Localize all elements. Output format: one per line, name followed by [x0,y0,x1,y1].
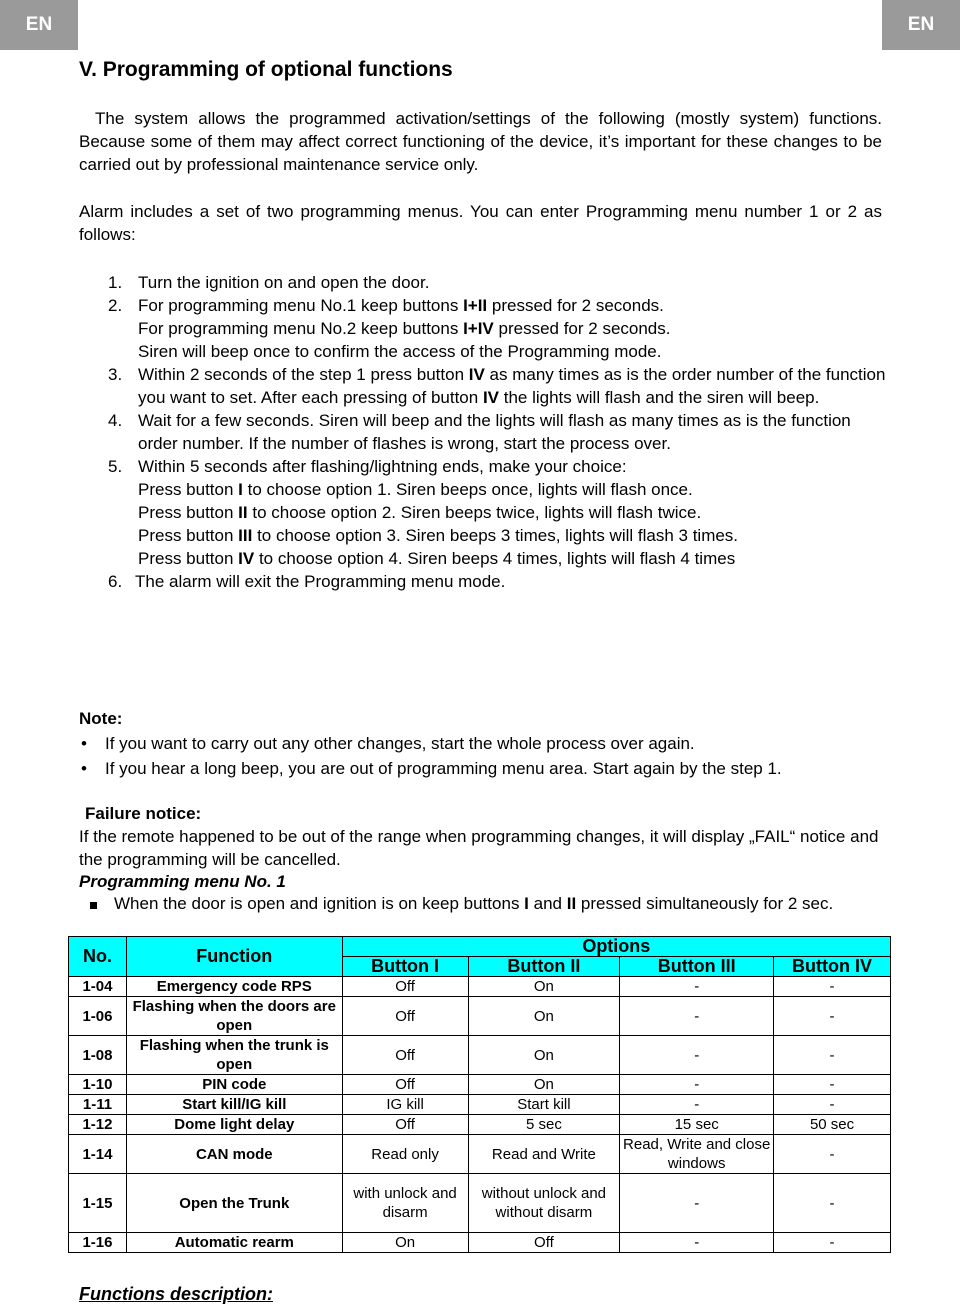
option-button-iii: - [620,977,774,997]
step-5 [108,455,888,570]
table-row [69,1095,891,1115]
step-text: Turn the ignition on and open the door. [138,273,430,292]
function-code: 1-10 [69,1075,127,1095]
step-number: 6. [108,572,123,591]
option-3-line: Press button III to choose option 3. Siren beeps 3 times, lights will flash 3 times. [138,526,739,545]
option-button-iii: - [620,1075,774,1095]
function-name: Automatic rearm [126,1233,342,1253]
option-button-ii: Off [468,1233,620,1253]
function-code: 1-12 [69,1115,127,1135]
option-2-line: Press button II to choose option 2. Siren beeps twice, lights will flash twice. [138,503,702,522]
step-5-intro: Within 5 seconds after flashing/lightning ends, make your choice: [138,457,627,476]
menu-1-heading: Programming menu No. 1 [79,872,286,891]
step-number: 4. [108,411,123,430]
note-bullet-2: • If you hear a long beep, you are out of programming menu area. Start again by the step 1. [81,759,782,778]
option-button-iii: 15 sec [620,1115,774,1135]
step-text: The alarm will exit the Programming menu mode. [135,572,506,591]
option-button-ii: On [468,1075,620,1095]
table-row [69,1233,891,1253]
option-4-line: Press button IV to choose option 4. Siren beeps 4 times, lights will flash 4 times [138,549,736,568]
function-name: Dome light delay [126,1115,342,1135]
function-code: 1-11 [69,1095,127,1115]
header-button-iii: Button III [620,957,774,977]
step-number: 2. [108,296,123,315]
option-button-i: Off [342,997,468,1036]
header-button-i: Button I [342,957,468,977]
note-bullets [79,732,889,782]
function-name: Flashing when the doors are open [126,997,342,1036]
note-bullet-1: • If you want to carry out any other changes, start the whole process over again. [81,734,695,753]
intro-paragraph: The system allows the programmed activation/settings of the following (mostly system) functions. Because some of them may affect correct functioning of the device, it’s important for these changes to be carried out by professional maintenance service only. [79,109,882,174]
option-button-iii: - [620,1233,774,1253]
function-code: 1-14 [69,1135,127,1174]
option-button-iv: 50 sec [774,1115,891,1135]
step-text: Wait for a few seconds. Siren will beep and the lights will flash as many times as is the function order number. If the number of flashes is wrong, start the process over. [138,411,851,453]
table-row [69,1135,891,1174]
option-button-iv: - [774,1036,891,1075]
header-function: Function [126,937,342,977]
step-1 [108,271,888,294]
language-badge-left: EN [0,0,78,50]
option-button-ii: without unlock and without disarm [468,1174,620,1233]
functions-description-heading: Functions description: [79,1284,274,1304]
step-number: 1. [108,273,123,292]
option-button-i: Off [342,1075,468,1095]
option-button-i: Off [342,1036,468,1075]
function-name: Emergency code RPS [126,977,342,997]
option-button-i: with unlock and disarm [342,1174,468,1233]
function-name: CAN mode [126,1135,342,1174]
option-button-iv: - [774,997,891,1036]
step-3 [108,363,888,409]
step-number: 5. [108,457,123,476]
table-row [69,1115,891,1135]
bullet-icon: • [81,734,87,753]
option-button-iii: - [620,1095,774,1115]
function-name: PIN code [126,1075,342,1095]
step-4 [108,409,888,455]
language-badge-right: EN [882,0,960,50]
header-button-iv: Button IV [774,957,891,977]
step-2-line-1: For programming menu No.1 keep buttons I+II pressed for 2 seconds. [138,296,664,315]
option-button-ii: Read and Write [468,1135,620,1174]
option-button-iv: - [774,1135,891,1174]
option-button-ii: Start kill [468,1095,620,1115]
option-button-iv: - [774,977,891,997]
option-button-i: On [342,1233,468,1253]
option-button-iii: - [620,1036,774,1075]
option-1-line: Press button I to choose option 1. Siren beeps once, lights will flash once. [138,480,693,499]
table-row [69,997,891,1036]
header-button-ii: Button II [468,957,620,977]
option-button-ii: 5 sec [468,1115,620,1135]
option-button-iii: - [620,997,774,1036]
function-name: Open the Trunk [126,1174,342,1233]
table-row [69,1174,891,1233]
option-button-ii: On [468,997,620,1036]
failure-text: If the remote happened to be out of the range when programming changes, it will display „FAIL“ notice and the programming will be cancelled. [79,827,879,869]
failure-heading: Failure notice: [85,804,202,823]
option-button-iv: - [774,1233,891,1253]
page-title: V. Programming of optional functions [79,58,453,81]
option-button-iv: - [774,1095,891,1115]
header-no: No. [69,937,127,977]
step-text: Within 2 seconds of the step 1 press button IV as many times as is the order number of the function you want to set. After each pressing of button IV the lights will flash and the siren will beep. [138,365,886,407]
table-row [69,977,891,997]
step-6 [108,570,888,593]
table-row [69,1075,891,1095]
function-code: 1-15 [69,1174,127,1233]
function-code: 1-04 [69,977,127,997]
table-row [69,1036,891,1075]
option-button-ii: On [468,977,620,997]
step-2-line-2: For programming menu No.2 keep buttons I+IV pressed for 2 seconds. [138,319,671,338]
step-2-line-3: Siren will beep once to confirm the access of the Programming mode. [138,342,662,361]
step-number: 3. [108,365,123,384]
steps-list [108,271,888,593]
function-code: 1-08 [69,1036,127,1075]
option-button-iii: - [620,1174,774,1233]
option-button-ii: On [468,1036,620,1075]
option-button-i: Off [342,977,468,997]
option-button-i: Off [342,1115,468,1135]
note-heading: Note: [79,709,123,728]
function-code: 1-16 [69,1233,127,1253]
function-name: Start kill/IG kill [126,1095,342,1115]
alarm-menus-paragraph: Alarm includes a set of two programming menus. You can enter Programming menu number 1 or 2 as follows: [79,202,882,244]
bullet-icon: • [81,759,87,778]
header-options: Options [342,937,890,957]
function-code: 1-06 [69,997,127,1036]
option-button-iii: Read, Write and close windows [620,1135,774,1174]
option-button-iv: - [774,1075,891,1095]
options-table [68,936,891,1253]
square-bullet-icon [90,902,97,909]
step-2 [108,294,888,363]
option-button-iv: - [774,1174,891,1233]
option-button-i: Read only [342,1135,468,1174]
menu-1-instruction: When the door is open and ignition is on keep buttons I and II pressed simultaneously for 2 sec. [90,892,890,915]
option-button-i: IG kill [342,1095,468,1115]
function-name: Flashing when the trunk is open [126,1036,342,1075]
